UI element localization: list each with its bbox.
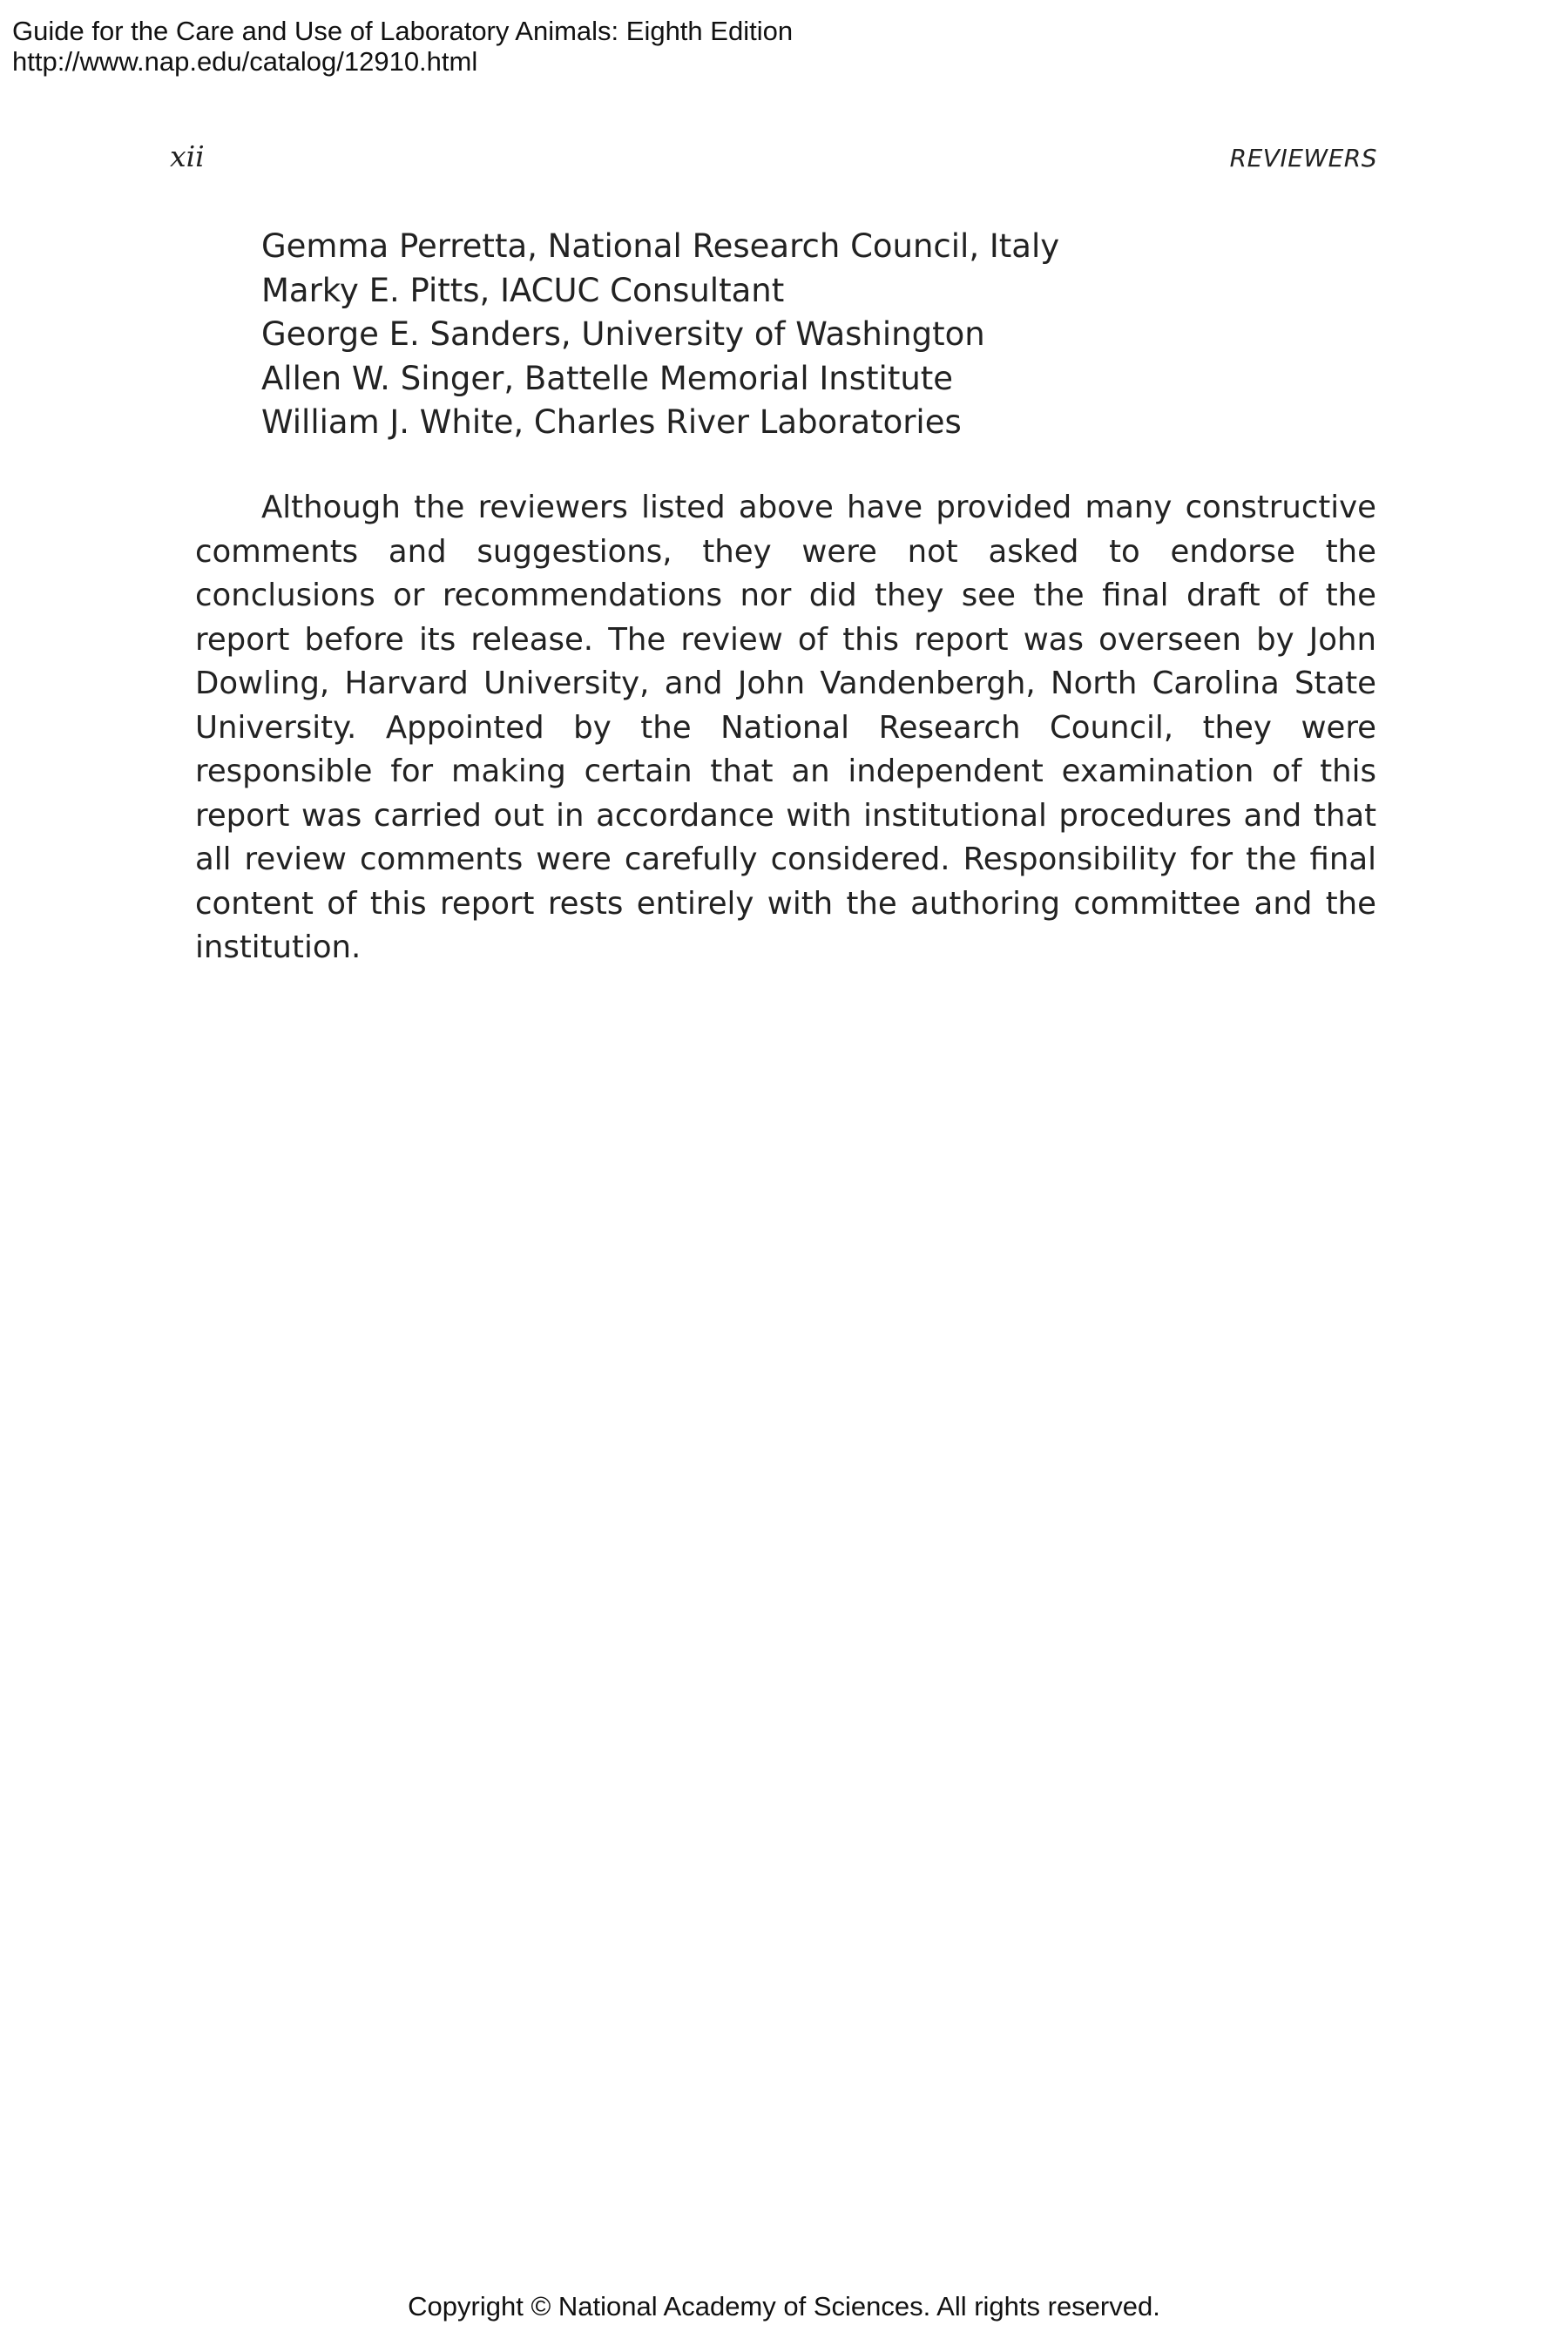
reviewer-entry: George E. Sanders, University of Washington — [261, 315, 985, 353]
reviewer-list — [261, 225, 1059, 445]
reviewer-entry: Allen W. Singer, Battelle Memorial Institute — [261, 359, 954, 397]
reviewer-entry: Gemma Perretta, National Research Council, Italy — [261, 227, 1060, 265]
copyright-notice: Copyright © National Academy of Sciences. All rights reserved. — [408, 2291, 1160, 2322]
document-header — [12, 16, 793, 77]
catalog-url[interactable]: http://www.nap.edu/catalog/12910.html — [12, 46, 478, 77]
review-statement-paragraph: Although the reviewers listed above have provided many constructive comments and suggestions, they were not asked to endorse the conclusions or recommendations nor did they see the final draft of the report before its release. The review of this report was overseen by John Dowling, Harvard University, and John Vandenbergh, North Carolina State University. Appointed by the National Research Council, they were responsible for making certain that an independent examination of this report was carried out in accordance with institutional procedures and that all review comments were carefully considered. Responsibility for the final content of this report rests entirely with the authoring committee and the institution. — [195, 490, 1376, 965]
reviewer-entry: William J. White, Charles River Laboratories — [261, 403, 962, 441]
book-title: Guide for the Care and Use of Laboratory Animals: Eighth Edition — [12, 16, 794, 46]
running-head: REVIEWERS — [1229, 144, 1377, 172]
reviewer-entry: Marky E. Pitts, IACUC Consultant — [261, 271, 785, 309]
page-number: xii — [170, 139, 205, 173]
